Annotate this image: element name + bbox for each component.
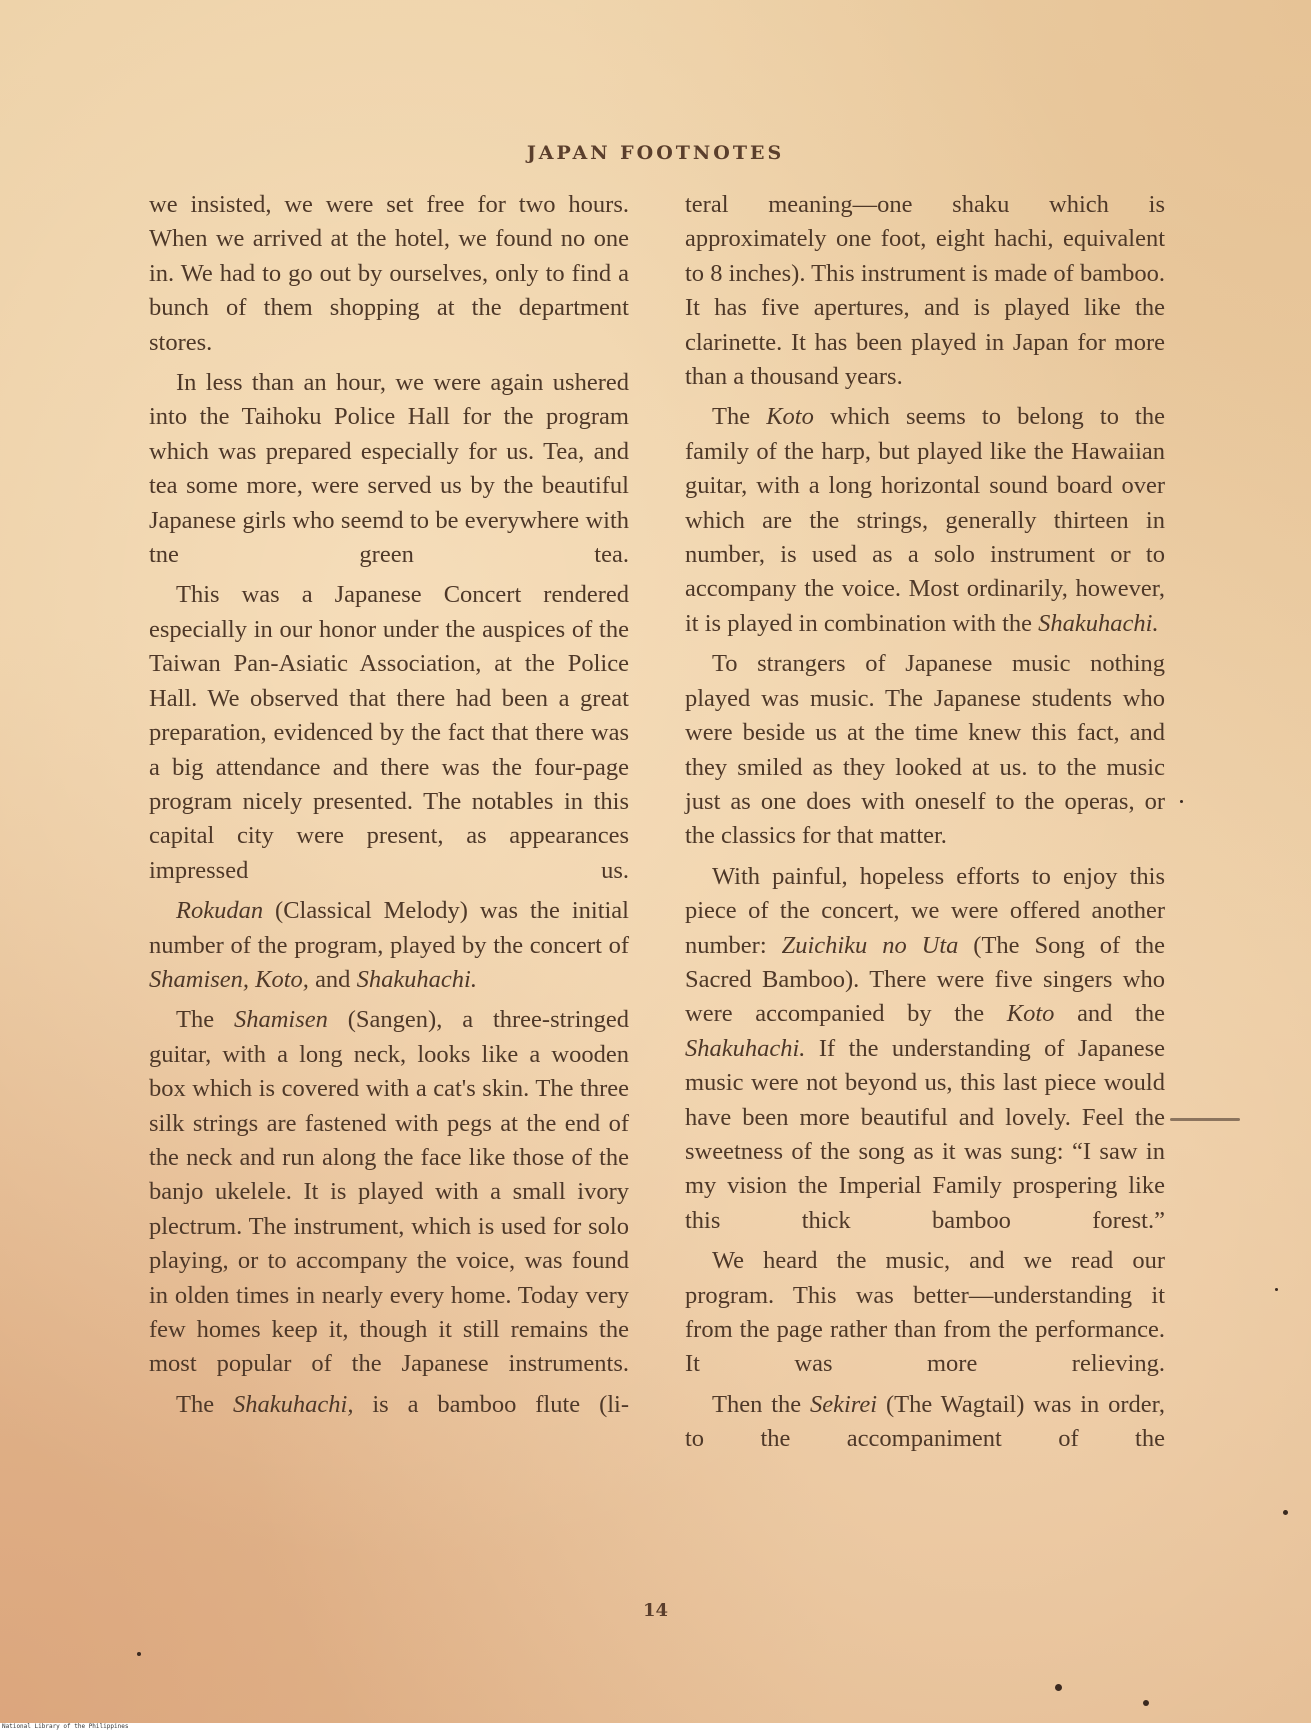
paragraph: With painful, hopeless efforts to enjoy this piece of the concert, we were offered another number: Zuichiku no Uta (The Song of the Sacred Bamboo). There were five singers who were accompanied by the Koto and the Shakuhachi. If the understanding of Japanese music were not beyond us, this last piece would have been more beautiful and lovely. Feel the sweetness of the song as it was sung: “I saw in my vision the Imperial Family prospering like this thick bamboo forest.” xyxy=(685,862,1165,1234)
italic-term: Koto xyxy=(766,403,814,431)
paragraph: We heard the music, and we read our program. This was better—understanding it from the page rather than from the performance. It was more relieving. xyxy=(685,1247,1165,1378)
paper-speck xyxy=(1170,1118,1240,1121)
paragraph: Then the Sekirei (The Wagtail) was in order, to the accompaniment of the xyxy=(685,1390,1165,1453)
left-column xyxy=(149,188,629,1428)
italic-term: Shamisen, Koto, xyxy=(149,965,309,993)
paper-speck xyxy=(1055,1684,1062,1691)
italic-term: Rokudan xyxy=(176,897,264,925)
running-head: JAPAN FOOTNOTES xyxy=(526,142,785,164)
watermark-text: National Library of the Philippines xyxy=(2,1723,129,1730)
library-watermark xyxy=(0,1723,1311,1733)
paragraph: In less than an hour, we were again ushered into the Taihoku Police Hall for the program which was prepared especially for us. Tea, and tea some more, were served us by the beautiful Japanese girls who seemd to be everywhere with tne green tea. xyxy=(149,369,629,569)
paper-speck xyxy=(137,1652,141,1656)
paper-speck xyxy=(1180,800,1183,803)
paragraph: teral meaning—one shaku which is approximately one foot, eight hachi, equivalent to 8 inches). This instrument is made of bamboo. It has five apertures, and is played like the clarinette. It has been played in Japan for more than a thousand years. xyxy=(685,191,1165,391)
italic-term: Shakuhachi. xyxy=(356,965,477,993)
italic-term: Zuichiku no Uta xyxy=(781,931,959,959)
italic-term: Shakuhachi. xyxy=(1038,609,1159,637)
italic-term: Shakuhachi, xyxy=(233,1390,354,1418)
italic-term: Sekirei xyxy=(810,1390,878,1418)
paragraph: This was a Japanese Concert rendered especially in our honor under the auspices of the Taiwan Pan-Asiatic Association, at the Police Hall. We observed that there had been a great preparation, evidenced by the fact that there was a big attendance and there was the four-page program nicely presented. The notables in this capital city were present, as appearances impressed us. xyxy=(149,581,629,884)
italic-term: Koto xyxy=(1006,1000,1055,1028)
paper-speck xyxy=(1283,1510,1288,1515)
right-column xyxy=(685,188,1165,1463)
paragraph: To strangers of Japanese music nothing played was music. The Japanese students who were beside us at the time knew this fact, and they smiled as they looked at us. to the music just as one does with oneself to the operas, or the classics for that matter. xyxy=(685,650,1165,850)
italic-term: Shakuhachi. xyxy=(685,1034,806,1062)
paper-speck xyxy=(1143,1700,1149,1706)
paragraph: we insisted, we were set free for two hours. When we arrived at the hotel, we found no one in. We had to go out by ourselves, only to find a bunch of them shopping at the department stores. xyxy=(149,191,629,356)
paper-speck xyxy=(1275,1288,1278,1291)
italic-term: Shamisen xyxy=(233,1006,328,1034)
page-number: 14 xyxy=(642,1600,669,1621)
paragraph: The Koto which seems to belong to the family of the harp, but played like the Hawaiian guitar, with a long horizontal sound board over which are the strings, generally thirteen in number, is used as a solo instrument or to accompany the voice. Most ordinarily, however, it is played in combination with the Shakuhachi. xyxy=(685,403,1165,637)
paragraph: Rokudan (Classical Melody) was the initial number of the program, played by the concert of Shamisen, Koto, and Shakuhachi. xyxy=(149,897,629,993)
paragraph: The Shamisen (Sangen), a three-stringed guitar, with a long neck, looks like a wooden box which is covered with a cat's skin. The three silk strings are fastened with pegs at the end of the neck and run along the face like those of the banjo ukelele. It is played with a small ivory plectrum. The instrument, which is used for solo playing, or to accompany the voice, was found in olden times in nearly every home. Today very few homes keep it, though it still remains the most popular of the Japanese instruments. xyxy=(149,1006,629,1378)
paragraph: The Shakuhachi, is a bamboo flute (li- xyxy=(176,1390,629,1418)
